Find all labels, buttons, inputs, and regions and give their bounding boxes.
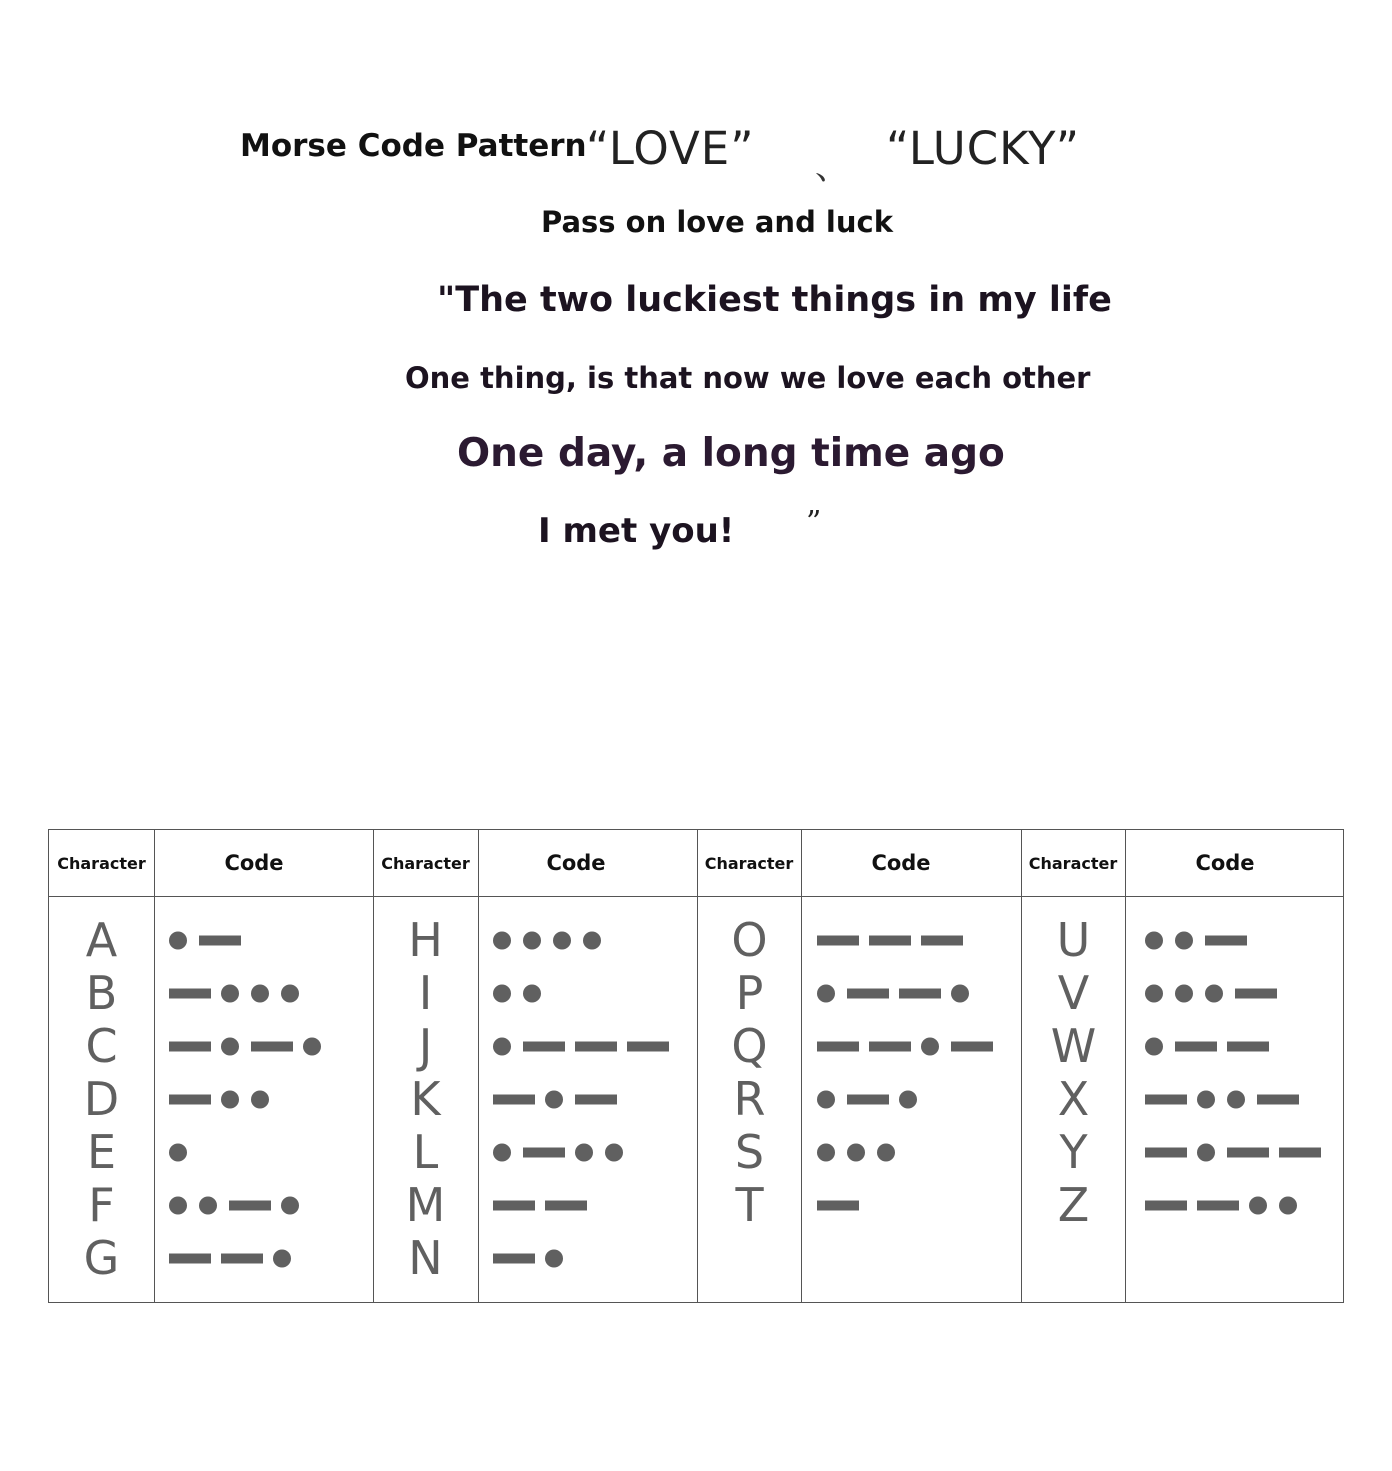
dash-symbol — [545, 1201, 587, 1211]
code-m — [493, 1201, 587, 1211]
character-h: H — [408, 913, 443, 967]
character-a: A — [85, 913, 118, 967]
character-y: Y — [1059, 1125, 1088, 1179]
dash-symbol — [1197, 1201, 1239, 1211]
quote-line-1: "The two luckiest things in my life — [437, 280, 1112, 320]
character-i: I — [418, 966, 433, 1020]
dot-symbol — [221, 1038, 239, 1056]
dash-symbol — [1145, 1201, 1187, 1211]
dot-symbol — [1279, 1197, 1297, 1215]
dot-symbol — [545, 1250, 563, 1268]
dot-symbol — [583, 932, 601, 950]
dot-symbol — [877, 1144, 895, 1162]
code-z — [1145, 1197, 1297, 1215]
code-a — [169, 932, 241, 950]
quote-line-4: I met you! — [538, 511, 735, 551]
dot-symbol — [493, 932, 511, 950]
dash-symbol — [627, 1042, 669, 1052]
dot-symbol — [169, 1144, 187, 1162]
dash-symbol — [817, 1201, 859, 1211]
character-o: O — [731, 913, 768, 967]
dot-symbol — [1205, 985, 1223, 1003]
code-c — [169, 1038, 321, 1056]
dash-symbol — [817, 1042, 859, 1052]
header-character: Character — [704, 853, 794, 873]
quote-line-2: One thing, is that now we love each other — [405, 361, 1091, 395]
character-g: G — [83, 1231, 120, 1285]
character-v: V — [1057, 966, 1090, 1020]
dash-symbol — [575, 1042, 617, 1052]
morse-code-table — [48, 829, 1344, 1303]
character-q: Q — [731, 1019, 768, 1073]
code-u — [1145, 932, 1247, 950]
dash-symbol — [1235, 989, 1277, 999]
header-code: Code — [224, 851, 284, 875]
dash-symbol — [575, 1095, 617, 1105]
code-h — [493, 932, 601, 950]
character-m: M — [405, 1178, 446, 1232]
code-i — [493, 985, 541, 1003]
code-q — [817, 1038, 993, 1056]
code-n — [493, 1250, 563, 1268]
dot-symbol — [1249, 1197, 1267, 1215]
dash-symbol — [493, 1201, 535, 1211]
dash-symbol — [493, 1254, 535, 1264]
dash-symbol — [169, 1042, 211, 1052]
code-r — [817, 1091, 917, 1109]
character-t: T — [735, 1178, 764, 1232]
dash-symbol — [169, 1095, 211, 1105]
dot-symbol — [847, 1144, 865, 1162]
dash-symbol — [1205, 936, 1247, 946]
character-s: S — [734, 1125, 765, 1179]
dash-symbol — [921, 936, 963, 946]
dash-symbol — [869, 1042, 911, 1052]
code-t — [817, 1201, 859, 1211]
character-n: N — [408, 1231, 443, 1285]
dash-symbol — [1227, 1042, 1269, 1052]
dot-symbol — [273, 1250, 291, 1268]
dash-symbol — [169, 1254, 211, 1264]
code-p — [817, 985, 969, 1003]
code-e — [169, 1144, 187, 1162]
dash-symbol — [1227, 1148, 1269, 1158]
dash-symbol — [199, 936, 241, 946]
dot-symbol — [817, 1091, 835, 1109]
header-code: Code — [871, 851, 931, 875]
character-k: K — [410, 1072, 441, 1126]
header-character: Character — [57, 853, 146, 873]
dot-symbol — [1175, 985, 1193, 1003]
dash-symbol — [221, 1254, 263, 1264]
dot-symbol — [1197, 1091, 1215, 1109]
dot-symbol — [553, 932, 571, 950]
closing-quote-mark: ” — [806, 505, 822, 540]
dot-symbol — [605, 1144, 623, 1162]
code-x — [1145, 1091, 1299, 1109]
header-character: Character — [1028, 853, 1118, 873]
quote-line-3: One day, a long time ago — [457, 431, 1005, 476]
separator-mark: 、 — [815, 148, 849, 188]
code-l — [493, 1144, 623, 1162]
dot-symbol — [523, 985, 541, 1003]
code-w — [1145, 1038, 1269, 1056]
dot-symbol — [951, 985, 969, 1003]
character-x: X — [1057, 1072, 1090, 1126]
dot-symbol — [817, 1144, 835, 1162]
dot-symbol — [1197, 1144, 1215, 1162]
dot-symbol — [575, 1144, 593, 1162]
dot-symbol — [1145, 1038, 1163, 1056]
dot-symbol — [1145, 932, 1163, 950]
dash-symbol — [169, 989, 211, 999]
header-code: Code — [546, 851, 606, 875]
word-love: “LOVE” — [586, 122, 755, 175]
dash-symbol — [869, 936, 911, 946]
page-title: Morse Code Pattern — [240, 128, 587, 164]
dot-symbol — [169, 1197, 187, 1215]
code-s — [817, 1144, 895, 1162]
character-j: J — [418, 1019, 433, 1073]
character-b: B — [85, 966, 118, 1020]
dot-symbol — [281, 1197, 299, 1215]
code-b — [169, 985, 299, 1003]
word-lucky: “LUCKY” — [886, 122, 1081, 175]
dash-symbol — [523, 1042, 565, 1052]
dot-symbol — [251, 985, 269, 1003]
character-d: D — [83, 1072, 120, 1126]
dot-symbol — [493, 985, 511, 1003]
dash-symbol — [1145, 1095, 1187, 1105]
code-y — [1145, 1144, 1321, 1162]
dot-symbol — [1175, 932, 1193, 950]
dash-symbol — [899, 989, 941, 999]
subtitle: Pass on love and luck — [541, 205, 893, 239]
header-character: Character — [381, 853, 470, 873]
dash-symbol — [493, 1095, 535, 1105]
code-o — [817, 936, 963, 946]
dash-symbol — [251, 1042, 293, 1052]
dot-symbol — [303, 1038, 321, 1056]
dot-symbol — [221, 1091, 239, 1109]
code-v — [1145, 985, 1277, 1003]
character-l: L — [412, 1125, 439, 1179]
character-w: W — [1050, 1019, 1097, 1073]
character-e: E — [86, 1125, 117, 1179]
dot-symbol — [281, 985, 299, 1003]
code-j — [493, 1038, 669, 1056]
dash-symbol — [229, 1201, 271, 1211]
dash-symbol — [1279, 1148, 1321, 1158]
dot-symbol — [169, 932, 187, 950]
code-k — [493, 1091, 617, 1109]
character-u: U — [1056, 913, 1091, 967]
dot-symbol — [199, 1197, 217, 1215]
dash-symbol — [847, 1095, 889, 1105]
character-f: F — [88, 1178, 115, 1232]
code-d — [169, 1091, 269, 1109]
dot-symbol — [221, 985, 239, 1003]
dot-symbol — [523, 932, 541, 950]
dot-symbol — [493, 1144, 511, 1162]
dash-symbol — [817, 936, 859, 946]
dot-symbol — [899, 1091, 917, 1109]
code-f — [169, 1197, 299, 1215]
character-c: C — [85, 1019, 118, 1073]
dot-symbol — [921, 1038, 939, 1056]
code-g — [169, 1250, 291, 1268]
dot-symbol — [493, 1038, 511, 1056]
character-r: R — [733, 1072, 766, 1126]
dash-symbol — [523, 1148, 565, 1158]
dot-symbol — [1227, 1091, 1245, 1109]
dot-symbol — [817, 985, 835, 1003]
header-code: Code — [1195, 851, 1255, 875]
dot-symbol — [545, 1091, 563, 1109]
character-p: P — [735, 966, 764, 1020]
dot-symbol — [251, 1091, 269, 1109]
dot-symbol — [1145, 985, 1163, 1003]
dash-symbol — [1145, 1148, 1187, 1158]
dash-symbol — [1175, 1042, 1217, 1052]
dash-symbol — [1257, 1095, 1299, 1105]
character-z: Z — [1057, 1178, 1090, 1232]
dash-symbol — [847, 989, 889, 999]
dash-symbol — [951, 1042, 993, 1052]
